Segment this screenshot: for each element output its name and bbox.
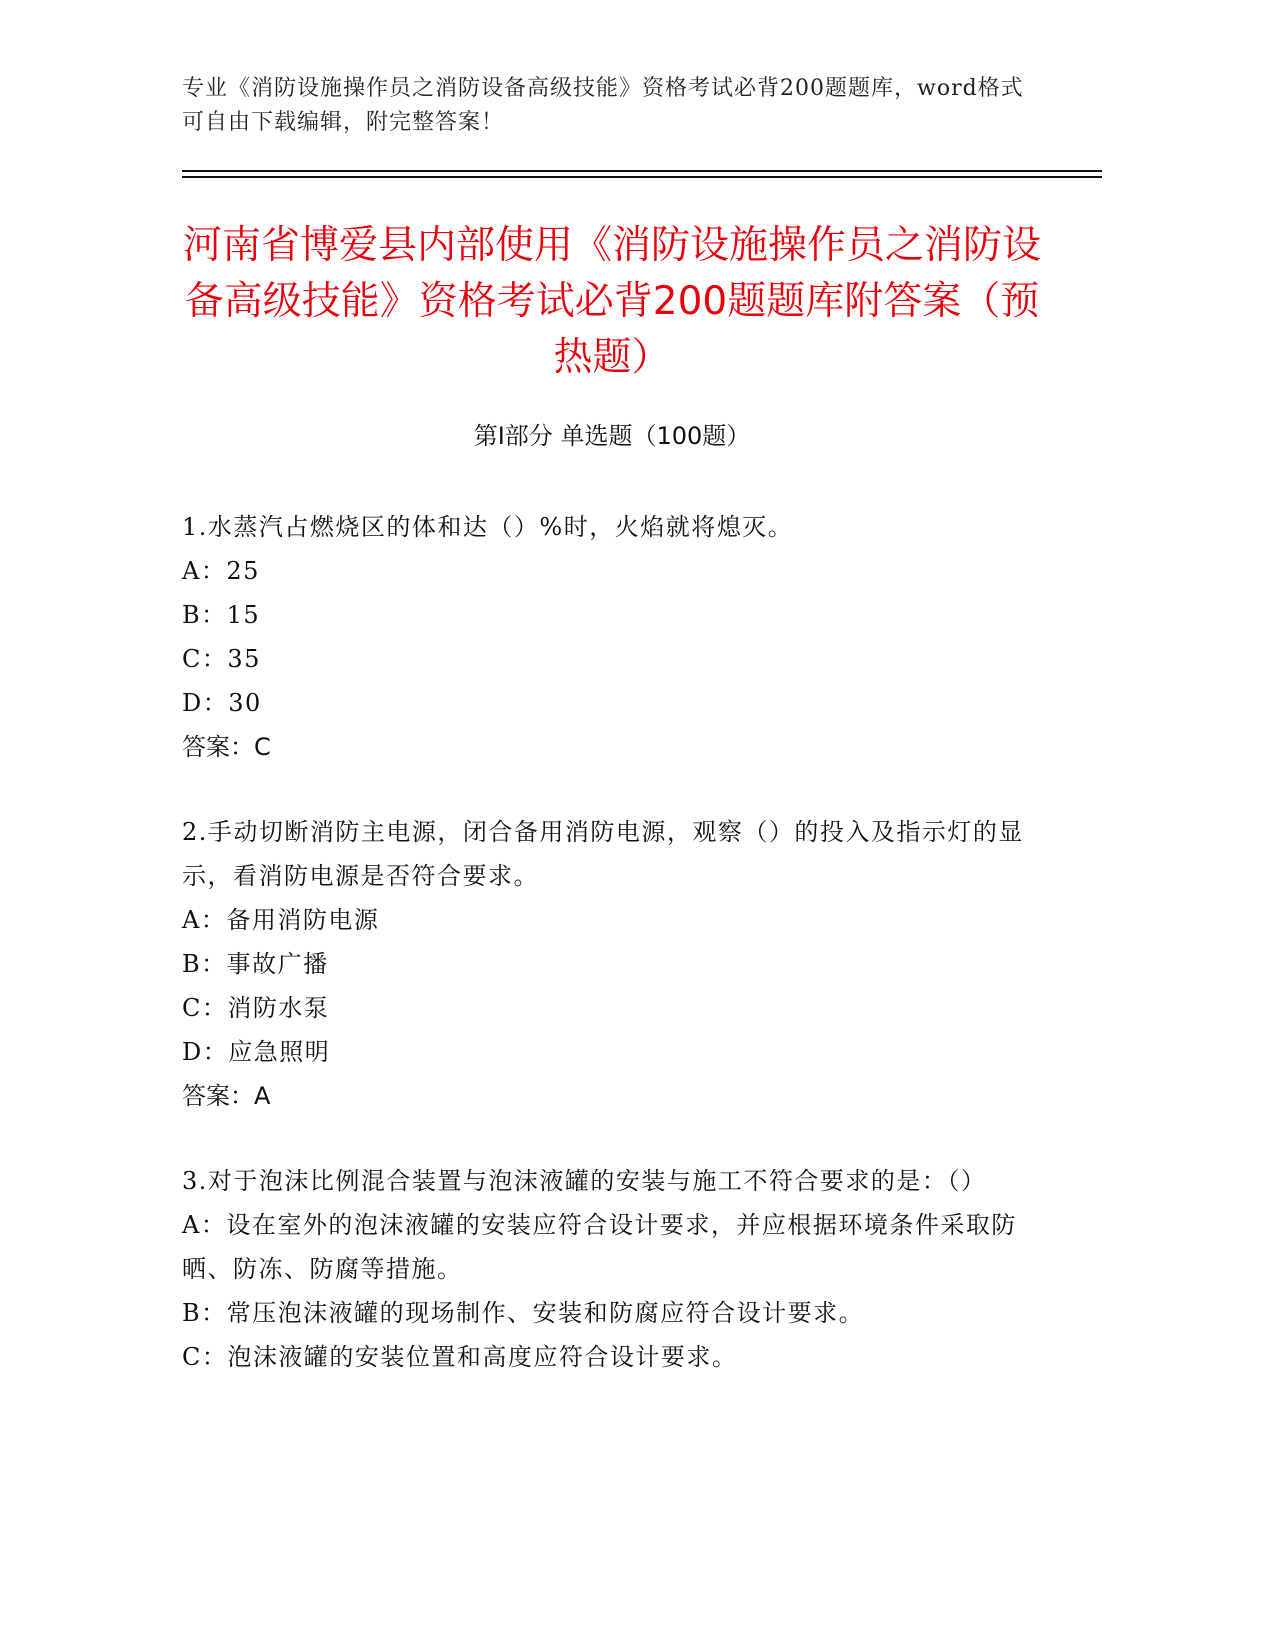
option-c: C：35 bbox=[182, 645, 261, 673]
header-divider-top bbox=[182, 170, 1102, 172]
option-d: D：应急照明 bbox=[182, 1038, 331, 1066]
option-d: D：30 bbox=[182, 689, 262, 717]
question-stem: 2.手动切断消防主电源，闭合备用消防电源，观察（）的投入及指示灯的显示，看消防电源是否符合要求。 bbox=[182, 818, 1024, 890]
question-stem: 3.对于泡沫比例混合装置与泡沫液罐的安装与施工不符合要求的是：（） bbox=[182, 1167, 987, 1195]
question-3 bbox=[182, 1159, 1032, 1379]
header-divider-bottom bbox=[182, 176, 1102, 178]
option-a: A：设在室外的泡沫液罐的安装应符合设计要求，并应根据环境条件采取防晒、防冻、防腐等措施。 bbox=[182, 1211, 1017, 1283]
option-c: C：泡沫液罐的安装位置和高度应符合设计要求。 bbox=[182, 1343, 738, 1371]
option-a: A：25 bbox=[182, 557, 260, 585]
question-stem: 1.水蒸汽占燃烧区的体和达（）%时，火焰就将熄灭。 bbox=[182, 513, 794, 541]
question-2 bbox=[182, 810, 1032, 1118]
answer-line: 答案：C bbox=[182, 733, 271, 761]
option-c: C：消防水泵 bbox=[182, 994, 330, 1022]
option-b: B：事故广播 bbox=[182, 950, 329, 978]
document-title: 河南省博爱县内部使用《消防设施操作员之消防设备高级技能》资格考试必背200题题库附答案（预热题） bbox=[182, 223, 1041, 380]
option-b: B：常压泡沫液罐的现场制作、安装和防腐应符合设计要求。 bbox=[182, 1299, 865, 1327]
answer-line: 答案：A bbox=[182, 1082, 271, 1110]
option-a: A：备用消防电源 bbox=[182, 906, 380, 934]
question-1 bbox=[182, 505, 1032, 769]
option-b: B：15 bbox=[182, 601, 261, 629]
header-note: 专业《消防设施操作员之消防设备高级技能》资格考试必背200题题库，word格式可自由下载编辑，附完整答案！ bbox=[182, 76, 1024, 135]
section-heading: 第Ⅰ部分 单选题（100题） bbox=[473, 422, 751, 450]
